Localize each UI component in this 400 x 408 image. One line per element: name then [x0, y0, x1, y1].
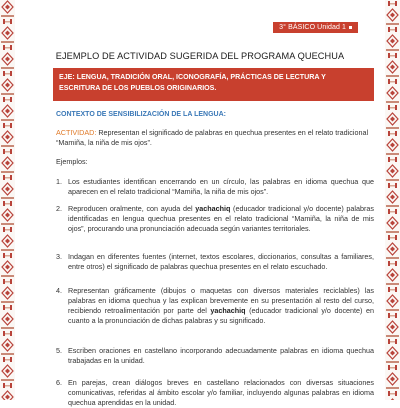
example-item — [56, 177, 374, 197]
yachachiq-term: yachachiq — [195, 204, 231, 213]
badge-dot-icon — [349, 26, 352, 29]
example-item — [56, 286, 374, 326]
item-number: 2. — [56, 204, 62, 213]
example-item — [56, 346, 374, 366]
activity-text: Representan el significado de palabras en quechua presentes en el relato tradicional “Mamiña, la niña de mis ojos”. — [56, 128, 369, 147]
grade-unit-badge — [273, 22, 358, 33]
page-title: EJEMPLO DE ACTIVIDAD SUGERIDA DEL PROGRAMA QUECHUA — [55, 51, 345, 61]
activity-description — [56, 128, 372, 148]
context-heading: CONTEXTO DE SENSIBILIZACIÓN DE LA LENGUA: — [56, 111, 226, 118]
item-text: Reproducen oralmente, con ayuda del yachachiq (educador tradicional y/o docente) palabras identificadas en lengua quechua presentes en el relato tradicional “Mamiña, la niña de mis ojos”, procurando una pronunciación adecuada según variantes territoriales. — [68, 204, 374, 233]
example-item — [56, 378, 374, 408]
item-text: Representan gráficamente (dibujos o maquetas con diversos materiales reciclables) las palabras en idioma quechua y las explican brevemente en su presentación al resto del curso, recibiendo retroalimentación por parte del yachachiq (educador tradicional y/o docente) en cuanto a la pronunciación de dichas palabras y su significado. — [68, 286, 374, 325]
activity-label: ACTIVIDAD: — [56, 128, 97, 137]
grade-unit-label: 3° BÁSICO Unidad 1 — [279, 24, 346, 31]
item-text: Los estudiantes identifican encerrando en un círculo, las palabras en idioma quechua que aparecen en el relato tradicional “Mamiña, la niña de mis ojos”. — [68, 177, 374, 196]
example-item — [56, 252, 374, 272]
examples-label: Ejemplos: — [56, 157, 88, 166]
item-text: En parejas, crean diálogos breves en castellano relacionados con diversas situaciones comunicativas, referidas al ámbito escolar y/o familiar, incluyendo algunas palabras en idioma quechua aprendidas en la unidad. — [68, 378, 374, 407]
eje-banner: EJE: LENGUA, TRADICIÓN ORAL, ICONOGRAFÍA, PRÁCTICAS DE LECTURA Y ESCRITURA DE LOS PUEBLOS ORIGINARIOS. — [53, 68, 374, 101]
item-text: Indagan en diferentes fuentes (internet, textos escolares, diccionarios, consultas a familiares, entre otros) el significado de palabras quechua presentes en el relato escuchado. — [68, 252, 374, 271]
item-number: 1. — [56, 177, 62, 186]
item-number: 3. — [56, 252, 62, 261]
item-number: 6. — [56, 378, 62, 387]
example-item — [56, 204, 374, 234]
item-text: Escriben oraciones en castellano incorporando adecuadamente palabras en idioma quechua trabajadas en la unidad. — [68, 346, 374, 365]
yachachiq-term: yachachiq — [210, 306, 246, 315]
item-number: 4. — [56, 286, 62, 295]
item-number: 5. — [56, 346, 62, 355]
